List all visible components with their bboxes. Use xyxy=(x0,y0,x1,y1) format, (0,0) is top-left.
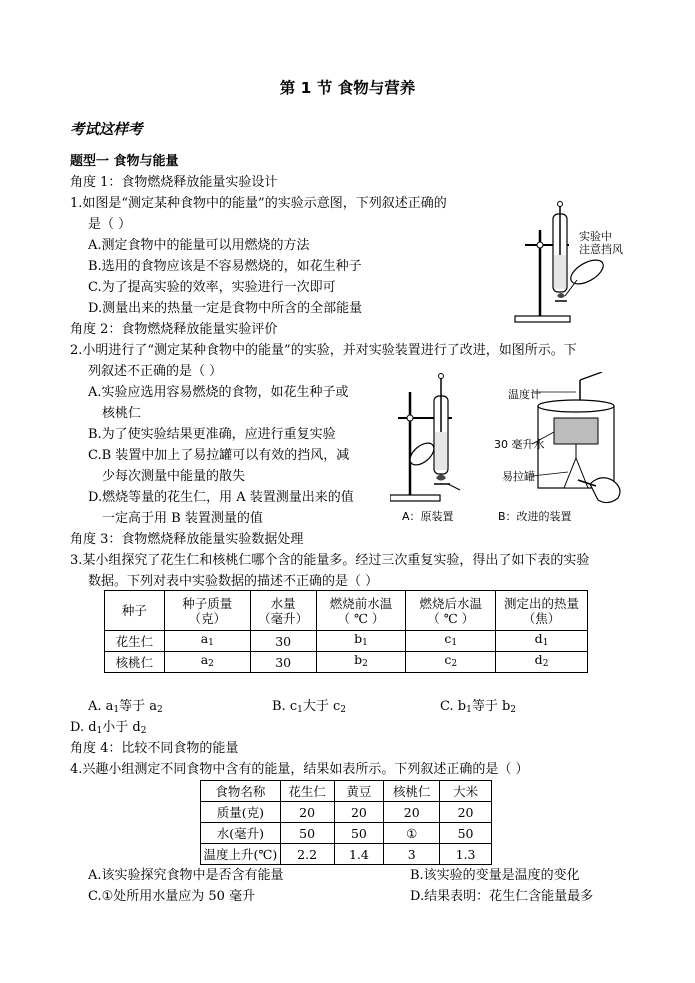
q4-data-table xyxy=(200,780,492,865)
q1-option-b: B.选用的食物应该是不容易燃烧的，如花生种子 xyxy=(88,259,362,274)
q2-option-c-line1: C.B 装置中加上了易拉罐可以有效的挡风，减 xyxy=(88,448,350,463)
table-cell: 水(毫升) xyxy=(201,823,281,844)
table-cell: 20 xyxy=(334,802,384,823)
table-row xyxy=(105,652,588,673)
q2-option-d-line1: D.燃烧等量的花生仁，用 A 装置测量出来的值 xyxy=(88,490,354,505)
table-header-cell: 测定出的热量 （焦） xyxy=(496,591,588,631)
table-cell: 20 xyxy=(280,802,334,823)
q3-option-d: D. $d_1$小于 $d_2$ xyxy=(70,720,147,736)
table-cell: $b_1$ xyxy=(316,631,406,652)
q2-option-c-line2: 少每次测量中能量的散失 xyxy=(102,469,246,484)
q1-option-d: D.测量出来的热量一定是食物中所含的全部能量 xyxy=(88,301,363,316)
q2-option-a-line2: 核桃仁 xyxy=(102,406,142,421)
table-cell: $a_1$ xyxy=(164,631,250,652)
table-cell: 1.4 xyxy=(334,844,384,865)
q2-option-d-line2: 一定高于用 B 装置测量的值 xyxy=(102,511,263,526)
table-header-cell: 大米 xyxy=(440,781,492,802)
table-header-cell: 食物名称 xyxy=(201,781,281,802)
q2-option-a-line1: A.实验应选用容易燃烧的食物，如花生种子或 xyxy=(88,385,349,400)
q3-stem-line1: 3.某小组探究了花生仁和核桃仁哪个含的能量多。经过三次重复实验，得出了如下表的实验 xyxy=(70,553,590,568)
q4-stem: 4.兴趣小组测定不同食物中含有的能量，结果如表所示。下列叙述正确的是（ ） xyxy=(70,762,529,777)
angle-3-heading: 角度 3：食物燃烧释放能量实验数据处理 xyxy=(70,532,304,547)
q2-caption-b: B：改进的装置 xyxy=(498,510,572,523)
table-cell: 核桃仁 xyxy=(105,652,165,673)
table-header-cell: 核桃仁 xyxy=(384,781,440,802)
table-cell: 20 xyxy=(440,802,492,823)
question-type-heading: 题型一 食物与能量 xyxy=(70,154,179,169)
table-cell: 花生仁 xyxy=(105,631,165,652)
table-cell: 2.2 xyxy=(280,844,334,865)
table-cell: 50 xyxy=(280,823,334,844)
table-row xyxy=(201,844,492,865)
table-cell: $d_2$ xyxy=(496,652,588,673)
q1-fig-label-2: 注意挡风 xyxy=(579,243,623,256)
q4-option-a: A.该实验探究食物中是否含有能量 xyxy=(88,868,284,883)
table-cell: $c_2$ xyxy=(406,652,496,673)
q1-stem-line1: 1.如图是“测定某种食物中的能量”的实验示意图，下列叙述正确的 xyxy=(70,196,447,211)
table-header-cell: 燃烧前水温 （ ℃ ） xyxy=(316,591,406,631)
q3-option-c: C. $b_1$等于 $b_2$ xyxy=(440,699,517,715)
q3-option-b: B. $c_1$大于 $c_2$ xyxy=(272,699,346,715)
q2-label-thermometer: 温度计 xyxy=(508,388,541,401)
q1-option-a: A.测定食物中的能量可以用燃烧的方法 xyxy=(88,238,310,253)
table-header-cell: 花生仁 xyxy=(280,781,334,802)
table-row xyxy=(201,823,492,844)
table-row xyxy=(201,802,492,823)
table-cell: 50 xyxy=(440,823,492,844)
table-cell: ① xyxy=(384,823,440,844)
table-cell: 1.3 xyxy=(440,844,492,865)
q3-option-a: A. $a_1$等于 $a_2$ xyxy=(88,699,163,715)
table-row xyxy=(105,631,588,652)
angle-4-heading: 角度 4：比较不同食物的能量 xyxy=(70,741,239,756)
q1-option-c: C.为了提高实验的效率，实验进行一次即可 xyxy=(88,280,336,295)
page-title: 第 1 节 食物与营养 xyxy=(279,79,416,97)
table-cell: $c_1$ xyxy=(406,631,496,652)
q1-apparatus-figure xyxy=(505,200,645,325)
angle-1-heading: 角度 1：食物燃烧释放能量实验设计 xyxy=(70,175,278,190)
table-row xyxy=(201,781,492,802)
section-heading: 考试这样考 xyxy=(70,121,143,138)
q2-option-b: B.为了使实验结果更准确，应进行重复实验 xyxy=(88,427,336,442)
table-header-cell: 种子质量 （克） xyxy=(164,591,250,631)
q2-stem-line1: 2.小明进行了“测定某种食物中的能量”的实验，并对实验装置进行了改进，如图所示。下 xyxy=(70,343,577,358)
table-cell: $b_2$ xyxy=(316,652,406,673)
table-cell: 3 xyxy=(384,844,440,865)
q4-option-d: D.结果表明：花生仁含能量最多 xyxy=(410,889,594,904)
q3-stem-line2: 数据。下列对表中实验数据的描述不正确的是（ ） xyxy=(88,574,379,589)
table-header-cell: 种子 xyxy=(105,591,165,631)
table-header-cell: 黄豆 xyxy=(334,781,384,802)
table-cell: 温度上升(℃) xyxy=(201,844,281,865)
q2-apparatus-figure xyxy=(390,372,640,523)
q4-option-b: B.该实验的变量是温度的变化 xyxy=(410,868,580,883)
q3-data-table xyxy=(104,590,588,673)
table-cell: 50 xyxy=(334,823,384,844)
table-cell: 30 xyxy=(250,631,316,652)
q1-fig-label-1: 实验中 xyxy=(579,230,612,243)
table-header-cell: 水量 （毫升） xyxy=(250,591,316,631)
table-cell: 20 xyxy=(384,802,440,823)
q1-stem-line2: 是（ ） xyxy=(88,217,132,232)
q2-caption-a: A：原装置 xyxy=(402,510,454,523)
q2-label-water: 30 毫升水 xyxy=(494,438,545,451)
table-header-cell: 燃烧后水温 （ ℃ ） xyxy=(406,591,496,631)
angle-2-heading: 角度 2：食物燃烧释放能量实验评价 xyxy=(70,322,278,337)
q2-label-can: 易拉罐 xyxy=(502,470,535,483)
table-row xyxy=(105,591,588,631)
q2-stem-line2: 列叙述不正确的是（ ） xyxy=(88,364,223,379)
table-cell: $d_1$ xyxy=(496,631,588,652)
table-cell: $a_2$ xyxy=(164,652,250,673)
table-cell: 质量(克) xyxy=(201,802,281,823)
table-cell: 30 xyxy=(250,652,316,673)
q4-option-c: C.①处所用水量应为 50 毫升 xyxy=(88,889,256,904)
